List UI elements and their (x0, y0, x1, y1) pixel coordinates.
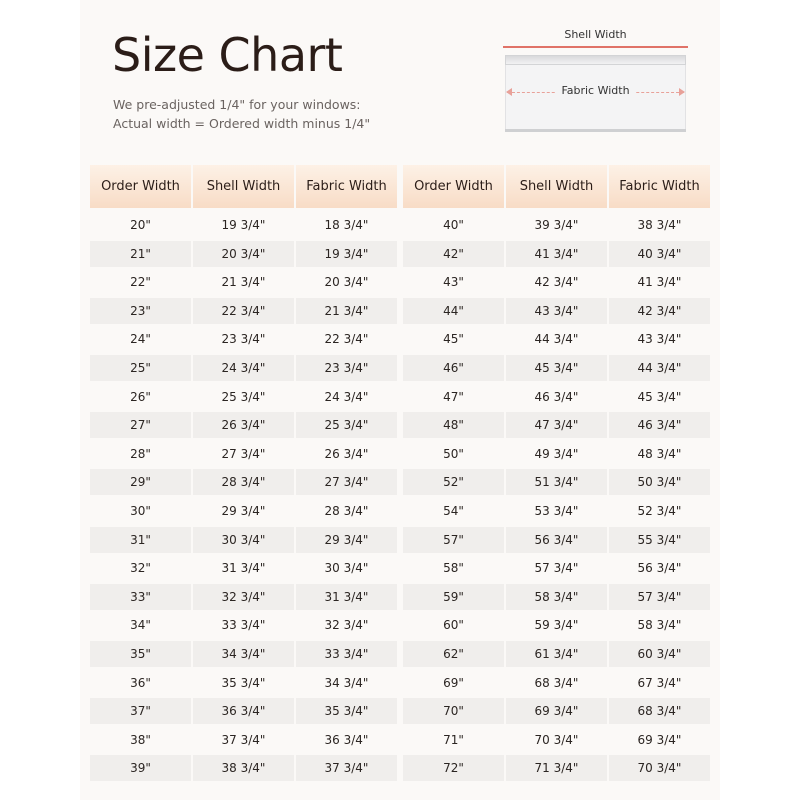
table-header-row (90, 165, 397, 208)
table-cell: 31 3/4" (296, 584, 397, 610)
table-cell: 59" (403, 584, 504, 610)
table-cell: 35 3/4" (296, 698, 397, 724)
table-cell: 61 3/4" (506, 641, 607, 667)
table-cell: 22 3/4" (296, 326, 397, 352)
table-row (403, 555, 710, 581)
table-row (90, 527, 397, 553)
table-cell: 51 3/4" (506, 469, 607, 495)
table-cell: 44 3/4" (506, 326, 607, 352)
table-cell: 54" (403, 498, 504, 524)
table-cell: 21 3/4" (193, 269, 294, 295)
table-cell: 53 3/4" (506, 498, 607, 524)
table-cell: 20 3/4" (296, 269, 397, 295)
table-cell: 23" (90, 298, 191, 324)
table-cell: 24 3/4" (296, 384, 397, 410)
table-row (403, 527, 710, 553)
table-cell: 48 3/4" (609, 441, 710, 467)
table-cell: 37 3/4" (296, 755, 397, 781)
table-cell: 19 3/4" (193, 212, 294, 238)
table-cell: 27" (90, 412, 191, 438)
table-row (90, 641, 397, 667)
table-cell: 36" (90, 670, 191, 696)
table-cell: 33 3/4" (193, 612, 294, 638)
table-cell: 23 3/4" (296, 355, 397, 381)
table-cell: 70" (403, 698, 504, 724)
width-diagram (503, 26, 688, 134)
table-row (90, 212, 397, 238)
table-row (90, 555, 397, 581)
table-cell: 44" (403, 298, 504, 324)
table-cell: 26 3/4" (296, 441, 397, 467)
table-cell: 45 3/4" (506, 355, 607, 381)
table-cell: 30" (90, 498, 191, 524)
table-cell: 38" (90, 727, 191, 753)
table-cell: 41 3/4" (609, 269, 710, 295)
table-cell: 50" (403, 441, 504, 467)
table-cell: 58 3/4" (609, 612, 710, 638)
table-row (403, 441, 710, 467)
table-row (403, 469, 710, 495)
diagram-shell-width-label: Shell Width (564, 28, 627, 41)
table-row (90, 612, 397, 638)
table-cell: 28" (90, 441, 191, 467)
table-cell: 23 3/4" (193, 326, 294, 352)
table-row (90, 469, 397, 495)
table-cell: 32 3/4" (193, 584, 294, 610)
table-cell: 24 3/4" (193, 355, 294, 381)
table-cell: 46" (403, 355, 504, 381)
table-cell: 57" (403, 527, 504, 553)
table-cell: 50 3/4" (609, 469, 710, 495)
table-row (90, 498, 397, 524)
table-row (403, 584, 710, 610)
table-cell: 42 3/4" (506, 269, 607, 295)
table-cell: 69 3/4" (609, 727, 710, 753)
table-row (403, 641, 710, 667)
table-cell: 28 3/4" (193, 469, 294, 495)
table-cell: 21" (90, 241, 191, 267)
table-cell: 43 3/4" (506, 298, 607, 324)
size-table-left (90, 165, 397, 781)
table-row (403, 326, 710, 352)
table-cell: 47 3/4" (506, 412, 607, 438)
table-cell: 21 3/4" (296, 298, 397, 324)
table-cell: 27 3/4" (296, 469, 397, 495)
table-cell: 58 3/4" (506, 584, 607, 610)
table-cell: 27 3/4" (193, 441, 294, 467)
column-header: Fabric Width (609, 165, 710, 208)
table-cell: 67 3/4" (609, 670, 710, 696)
table-row (403, 670, 710, 696)
table-cell: 69 3/4" (506, 698, 607, 724)
table-cell: 71" (403, 727, 504, 753)
table-row (403, 755, 710, 781)
table-row (90, 241, 397, 267)
column-header: Shell Width (506, 165, 607, 208)
table-cell: 60 3/4" (609, 641, 710, 667)
page-title: Size Chart (112, 28, 343, 82)
table-cell: 33" (90, 584, 191, 610)
table-cell: 70 3/4" (609, 755, 710, 781)
table-cell: 29" (90, 469, 191, 495)
table-cell: 43" (403, 269, 504, 295)
table-cell: 34" (90, 612, 191, 638)
diagram-shell-width-line (503, 46, 688, 48)
table-cell: 46 3/4" (609, 412, 710, 438)
table-cell: 32" (90, 555, 191, 581)
column-header: Fabric Width (296, 165, 397, 208)
table-cell: 22 3/4" (193, 298, 294, 324)
table-cell: 46 3/4" (506, 384, 607, 410)
table-row (90, 412, 397, 438)
table-row (403, 612, 710, 638)
table-cell: 57 3/4" (506, 555, 607, 581)
table-cell: 59 3/4" (506, 612, 607, 638)
table-row (403, 698, 710, 724)
table-cell: 34 3/4" (193, 641, 294, 667)
table-cell: 42" (403, 241, 504, 267)
table-cell: 34 3/4" (296, 670, 397, 696)
table-cell: 38 3/4" (193, 755, 294, 781)
table-cell: 68 3/4" (609, 698, 710, 724)
table-row (403, 241, 710, 267)
table-row (90, 584, 397, 610)
table-cell: 36 3/4" (296, 727, 397, 753)
table-header-row (403, 165, 710, 208)
table-cell: 31 3/4" (193, 555, 294, 581)
table-cell: 48" (403, 412, 504, 438)
table-row (90, 698, 397, 724)
table-cell: 68 3/4" (506, 670, 607, 696)
table-row (90, 355, 397, 381)
table-cell: 60" (403, 612, 504, 638)
table-cell: 44 3/4" (609, 355, 710, 381)
table-cell: 41 3/4" (506, 241, 607, 267)
table-cell: 19 3/4" (296, 241, 397, 267)
table-cell: 37" (90, 698, 191, 724)
table-cell: 30 3/4" (296, 555, 397, 581)
table-row (403, 298, 710, 324)
table-cell: 25 3/4" (296, 412, 397, 438)
table-cell: 57 3/4" (609, 584, 710, 610)
table-row (403, 212, 710, 238)
diagram-fabric-panel (505, 65, 686, 131)
table-row (90, 269, 397, 295)
table-cell: 52 3/4" (609, 498, 710, 524)
table-cell: 25 3/4" (193, 384, 294, 410)
table-cell: 18 3/4" (296, 212, 397, 238)
table-cell: 43 3/4" (609, 326, 710, 352)
table-cell: 40" (403, 212, 504, 238)
column-header: Order Width (403, 165, 504, 208)
table-row (90, 755, 397, 781)
table-cell: 58" (403, 555, 504, 581)
table-cell: 49 3/4" (506, 441, 607, 467)
table-cell: 39 3/4" (506, 212, 607, 238)
table-cell: 35 3/4" (193, 670, 294, 696)
table-cell: 31" (90, 527, 191, 553)
table-cell: 47" (403, 384, 504, 410)
diagram-fabric-width-label: Fabric Width (555, 84, 636, 97)
table-cell: 45 3/4" (609, 384, 710, 410)
table-cell: 30 3/4" (193, 527, 294, 553)
table-row (403, 412, 710, 438)
table-row (403, 727, 710, 753)
table-cell: 28 3/4" (296, 498, 397, 524)
table-row (90, 384, 397, 410)
table-cell: 45" (403, 326, 504, 352)
table-cell: 40 3/4" (609, 241, 710, 267)
diagram-bottom-rail (505, 129, 686, 132)
table-cell: 26 3/4" (193, 412, 294, 438)
size-chart-page (80, 0, 720, 800)
table-cell: 25" (90, 355, 191, 381)
table-row (403, 355, 710, 381)
subtitle-line-1: We pre-adjusted 1/4" for your windows: (113, 97, 361, 112)
arrow-right-icon (679, 88, 685, 96)
table-cell: 37 3/4" (193, 727, 294, 753)
table-cell: 52" (403, 469, 504, 495)
subtitle-line-2: Actual width = Ordered width minus 1/4" (113, 116, 371, 131)
table-row (90, 298, 397, 324)
table-cell: 20 3/4" (193, 241, 294, 267)
table-row (90, 326, 397, 352)
table-cell: 56 3/4" (609, 555, 710, 581)
table-cell: 55 3/4" (609, 527, 710, 553)
table-row (90, 670, 397, 696)
table-cell: 36 3/4" (193, 698, 294, 724)
column-header: Shell Width (193, 165, 294, 208)
column-header: Order Width (90, 165, 191, 208)
table-cell: 56 3/4" (506, 527, 607, 553)
table-cell: 24" (90, 326, 191, 352)
table-row (403, 498, 710, 524)
table-row (403, 384, 710, 410)
table-cell: 20" (90, 212, 191, 238)
arrow-left-icon (506, 88, 512, 96)
table-cell: 26" (90, 384, 191, 410)
size-table-right (403, 165, 710, 781)
table-cell: 32 3/4" (296, 612, 397, 638)
table-cell: 42 3/4" (609, 298, 710, 324)
table-cell: 33 3/4" (296, 641, 397, 667)
table-row (403, 269, 710, 295)
table-cell: 38 3/4" (609, 212, 710, 238)
table-row (90, 441, 397, 467)
table-cell: 70 3/4" (506, 727, 607, 753)
table-cell: 22" (90, 269, 191, 295)
table-row (90, 727, 397, 753)
table-cell: 62" (403, 641, 504, 667)
table-cell: 35" (90, 641, 191, 667)
table-cell: 71 3/4" (506, 755, 607, 781)
table-cell: 72" (403, 755, 504, 781)
diagram-headrail (505, 55, 686, 65)
table-cell: 39" (90, 755, 191, 781)
table-cell: 69" (403, 670, 504, 696)
table-cell: 29 3/4" (193, 498, 294, 524)
table-cell: 29 3/4" (296, 527, 397, 553)
